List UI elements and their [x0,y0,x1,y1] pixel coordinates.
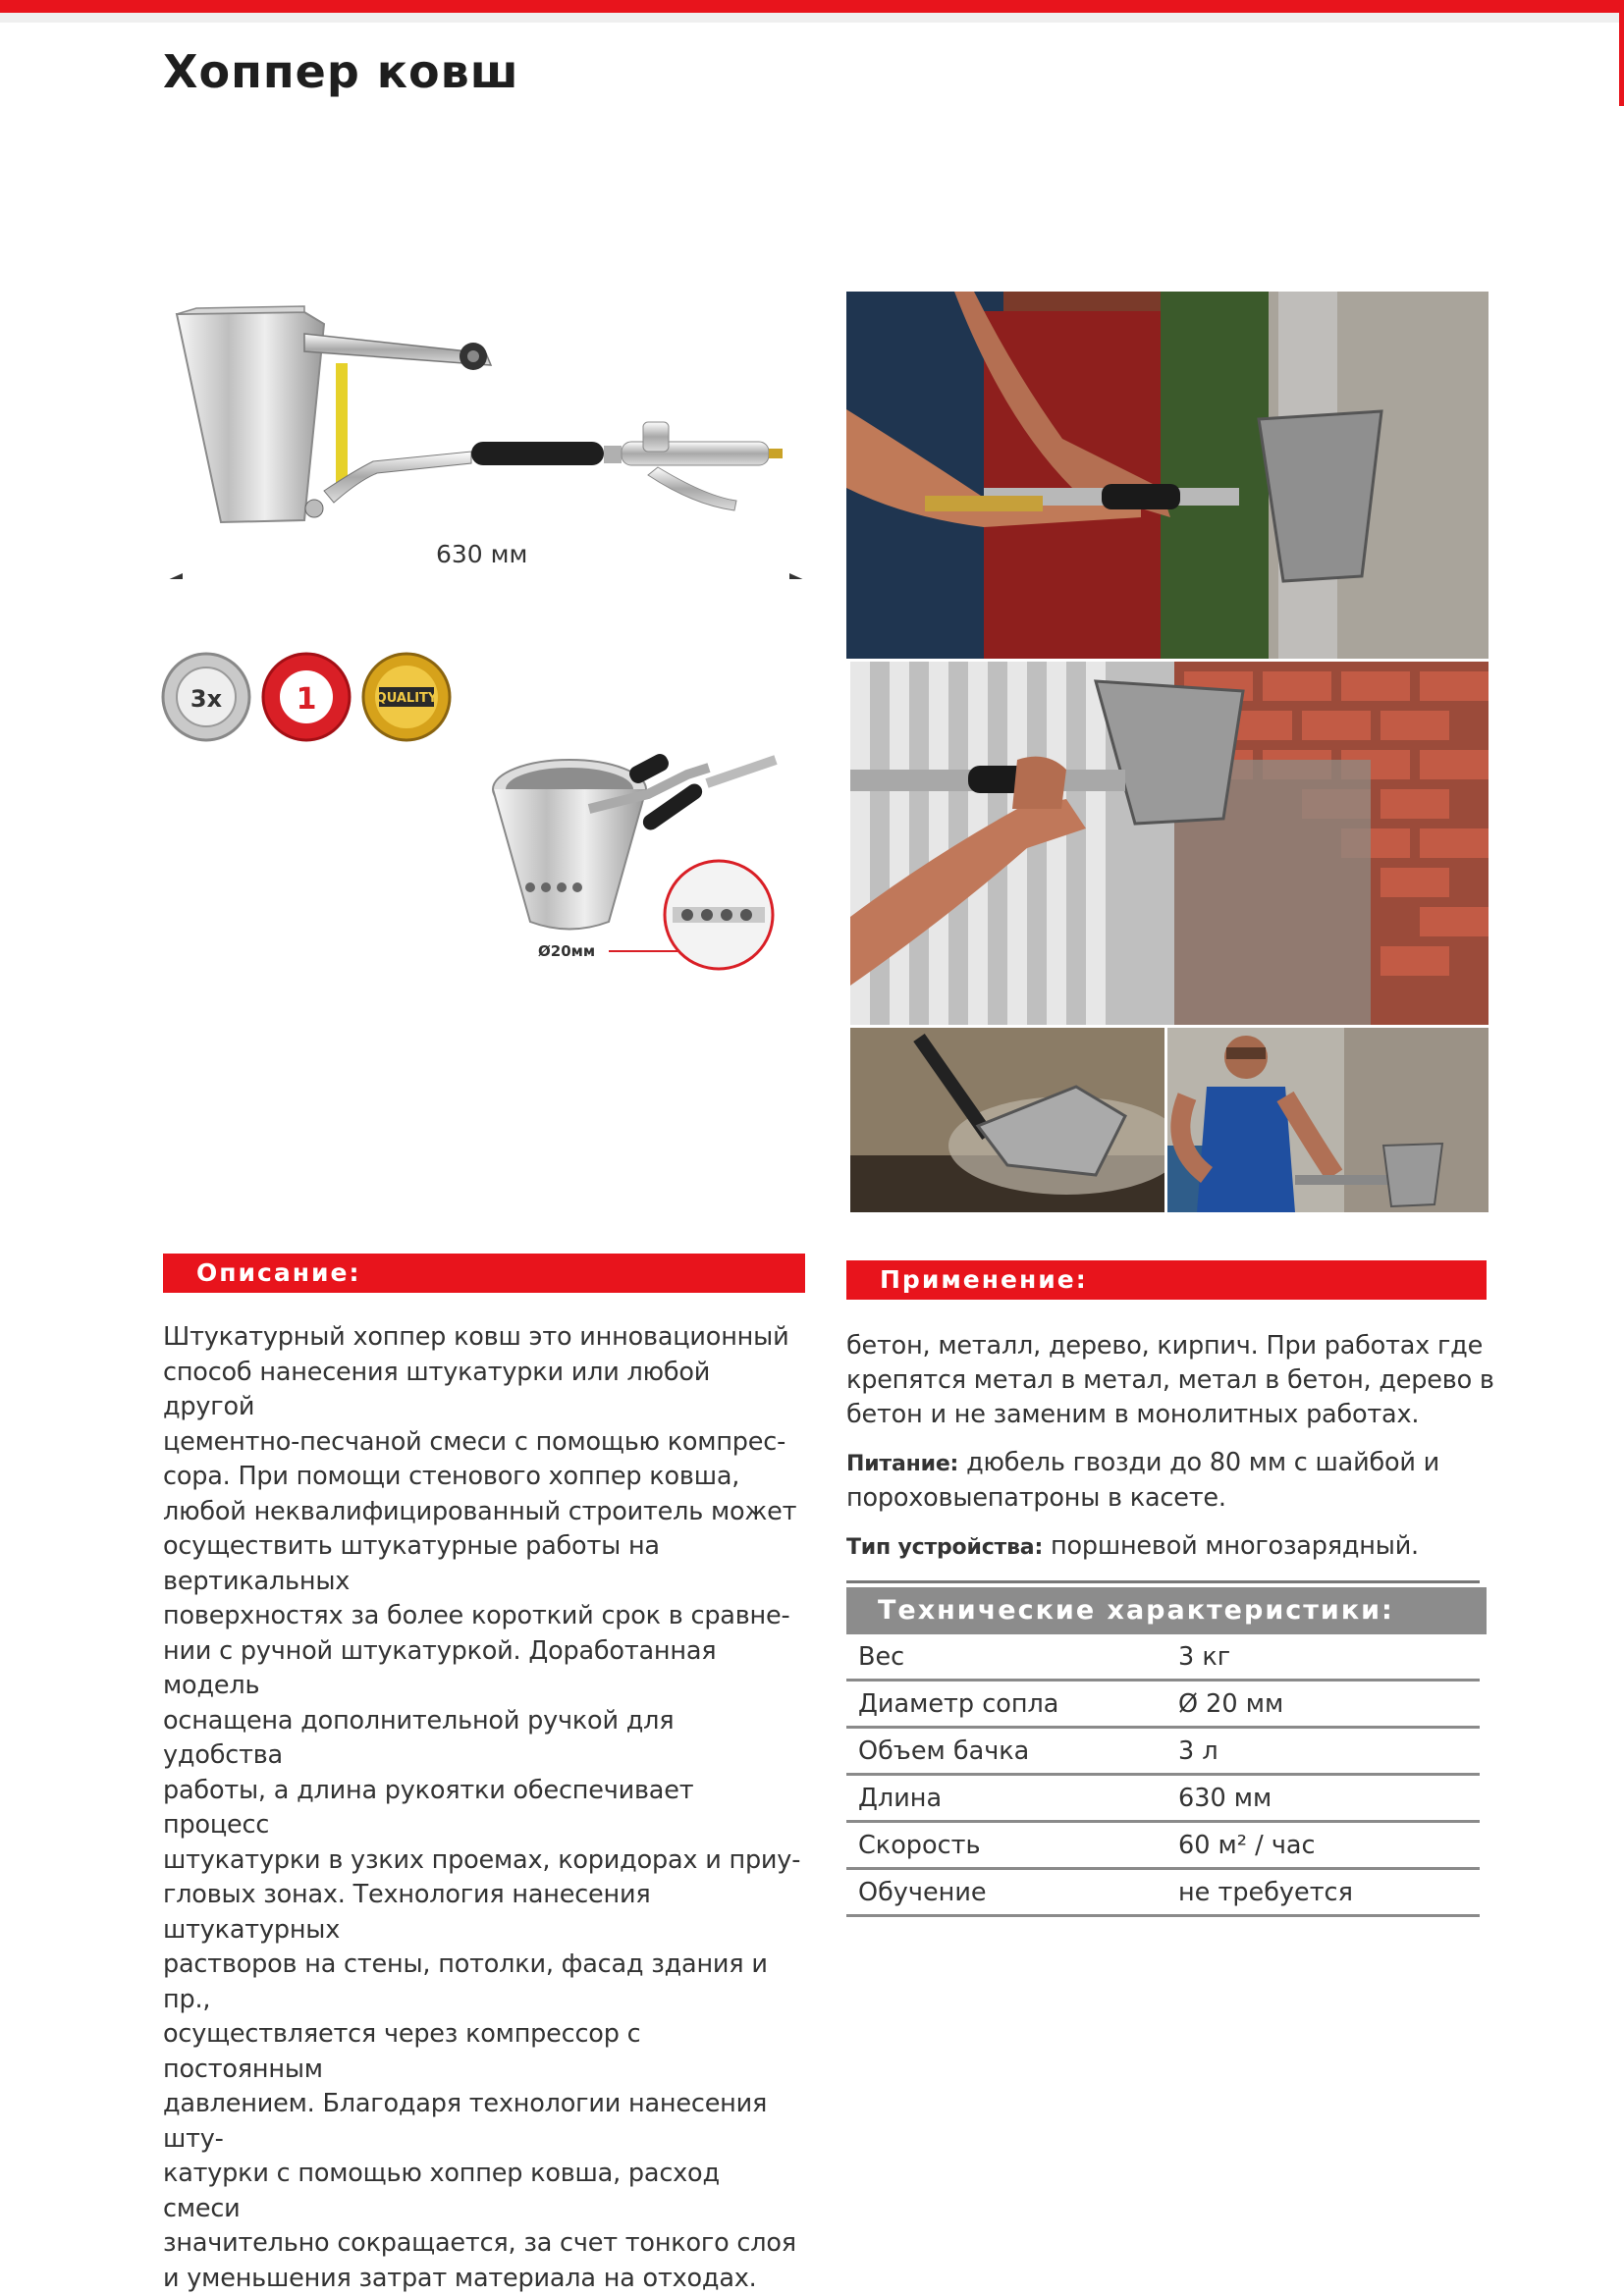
top-accent-shadow [0,13,1624,23]
right-edge-accent [1619,13,1624,106]
description-line: катурки с помощью хоппер ковша, расход смеси [163,2157,801,2226]
description-text [163,1320,801,2296]
power-paragraph [846,1446,1494,1516]
description-line: цементно-песчаной смеси с помощью компрес- [163,1425,801,1461]
description-line: поверхностях за более короткий срок в сравне- [163,1599,801,1634]
usage-line: бетон, металл, дерево, кирпич. При работах где [846,1331,1483,1361]
type-value: поршневой многозарядный. [1051,1531,1419,1561]
type-paragraph [846,1529,1494,1565]
spec-value: 3 л [1178,1728,1480,1775]
description-line: растворов на стены, потолки, фасад здания и пр., [163,1948,801,2017]
spec-name: Вес [846,1634,1178,1681]
description-line: осуществляется через компрессор с постоянным [163,2017,801,2087]
description-line: значительно сокращается, за счет тонкого слоя [163,2226,801,2262]
photo-worker-plastering-2 [850,662,1489,1025]
spec-value: 630 мм [1178,1775,1480,1822]
spec-name: Длина [846,1775,1178,1822]
page-title: Хоппер ковш [163,45,519,98]
speed-badge-text: 3x [190,685,223,713]
description-line: работы, а длина рукоятки обеспечивает процесс [163,1774,801,1843]
usage-text [846,1329,1494,1578]
spec-value: 3 кг [1178,1634,1480,1681]
description-line: и уменьшения затрат материала на отходах. [163,2262,801,2296]
description-line: оснащена дополнительной ручкой для удобства [163,1704,801,1774]
usage-paragraph [846,1329,1494,1432]
svg-text:QUALITY: QUALITY [376,691,438,706]
power-label: Питание: [846,1452,958,1476]
table-row [846,1775,1480,1822]
spec-name: Объем бачка [846,1728,1178,1775]
table-row [846,1634,1480,1681]
photo-worker-blue-overalls [1167,1028,1489,1212]
description-line: любой неквалифицированный строитель может [163,1495,801,1530]
type-label: Тип устройства: [846,1535,1043,1560]
usage-heading: Применение: [846,1260,1487,1300]
usage-line: бетон и не заменим в монолитных работах. [846,1400,1419,1429]
spec-value: не требуется [1178,1869,1480,1916]
usage-line: крепятся метал в метал, метал в бетон, дерево в [846,1365,1494,1395]
table-row [846,1728,1480,1775]
speed-badge-icon [163,654,249,740]
spec-value: Ø 20 мм [1178,1681,1480,1728]
nozzle-label: Ø20мм [538,942,595,960]
description-line: сора. При помощи стенового хоппер ковша, [163,1460,801,1495]
photo-hopper-spraying [850,1028,1164,1212]
table-row [846,1681,1480,1728]
power-value: дюбель гвозди до 80 мм с шайбой и [966,1448,1439,1477]
description-line: штукатурки в узких проемах, коридорах и приу- [163,1843,801,1879]
photo-worker-plastering-1 [846,292,1489,659]
table-row [846,1822,1480,1869]
specs-table [846,1634,1480,1917]
badges-row [161,652,456,744]
quality-badge-icon [363,654,450,740]
description-line: нии с ручной штукатуркой. Доработанная модель [163,1634,801,1704]
description-line: осуществить штукатурные работы на вертикальных [163,1529,801,1599]
description-line: гловых зонах. Технология нанесения штукатурных [163,1878,801,1948]
hopper-product-image [157,294,825,579]
warranty-badge-icon [263,654,350,740]
spec-name: Скорость [846,1822,1178,1869]
spec-value: 60 м² / час [1178,1822,1480,1869]
svg-text:1: 1 [297,682,317,717]
specs-divider [846,1580,1480,1583]
spec-name: Обучение [846,1869,1178,1916]
description-line: давлением. Благодаря технологии нанесения шту- [163,2087,801,2157]
hopper-detail-image [481,750,805,976]
dimension-label: 630 мм [436,540,527,568]
description-heading: Описание: [163,1254,805,1293]
description-line: Штукатурный хоппер ковш это инновационный [163,1320,801,1356]
top-accent-bar [0,0,1624,13]
spec-name: Диаметр сопла [846,1681,1178,1728]
description-line: способ нанесения штукатурки или любой другой [163,1356,801,1425]
specs-heading: Технические характеристики: [846,1587,1487,1634]
table-row [846,1869,1480,1916]
power-value-cont: пороховыепатроны в касете. [846,1483,1226,1513]
